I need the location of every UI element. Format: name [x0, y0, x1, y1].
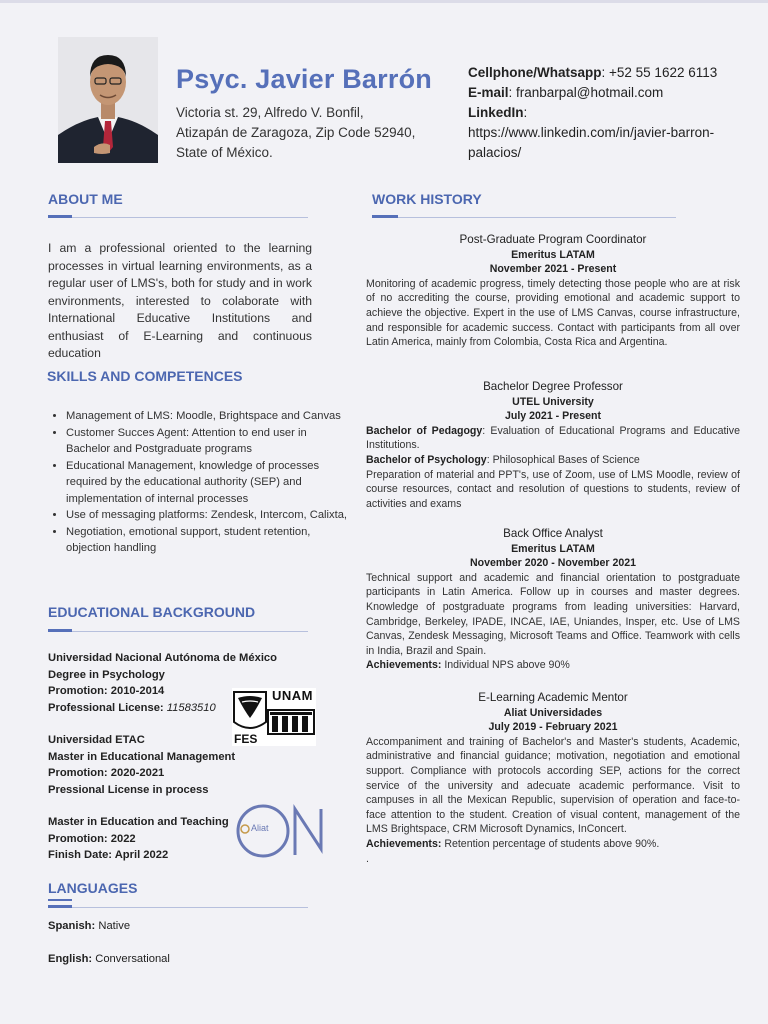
skills-list: [48, 408, 351, 557]
job-title: Back Office Analyst: [503, 527, 603, 540]
promotion: Promotion: 2022: [48, 832, 136, 845]
languages-heading: LANGUAGES: [48, 880, 138, 896]
section-divider: [372, 217, 676, 218]
unam-logo-text: UNAM: [272, 688, 313, 703]
achievements-label: Achievements:: [366, 837, 442, 850]
job-company: Emeritus LATAM: [511, 248, 595, 261]
achievements-text: Retention percentage of students above 90%.: [441, 837, 660, 850]
fes-logo-text: FES: [234, 732, 258, 746]
achievements-label: Achievements:: [366, 659, 442, 672]
aliat-logo: [233, 803, 329, 859]
list-item: • Negotiation, emotional support, student retention, objection handling: [66, 524, 351, 557]
finish-date: Finish Date: April 2022: [48, 849, 169, 861]
job-title: Post-Graduate Program Coordinator: [459, 233, 647, 246]
promotion: Promotion: 2010-2014: [48, 685, 165, 697]
contact-block: [468, 63, 753, 163]
job-title: E-Learning Academic Mentor: [478, 691, 628, 704]
job-entry: [366, 380, 740, 511]
job-detail: [366, 424, 740, 453]
language-english: [48, 953, 170, 965]
phone-line: [468, 63, 753, 83]
license: Pressional License in process: [48, 783, 209, 796]
aliat-logo-text: Aliat: [251, 823, 269, 833]
address-line: Victoria st. 29, Alfredo V. Bonfil,: [176, 105, 364, 120]
language-level: Native: [95, 920, 131, 932]
job-company: Emeritus LATAM: [511, 542, 595, 555]
section-divider: [48, 631, 308, 632]
degree: Degree in Psychology: [48, 668, 165, 681]
candidate-name: Psyc. Javier Barrón: [176, 64, 432, 94]
job-company: Aliat Universidades: [503, 706, 603, 719]
section-divider-accent: [48, 899, 72, 901]
section-divider-accent: [48, 629, 72, 632]
list-item: • Management of LMS: Moodle, Brightspace and Canvas: [66, 408, 351, 425]
job-detail: [366, 453, 740, 468]
linkedin-url[interactable]: https://www.linkedin.com/in/javier-barron-: [468, 125, 715, 140]
profile-photo: [58, 37, 158, 163]
job-dates: November 2021 - Present: [489, 263, 617, 276]
school-name: Universidad ETAC: [48, 734, 145, 746]
language-label: English:: [48, 953, 93, 965]
job-dates: July 2019 - February 2021: [488, 721, 618, 734]
about-heading: ABOUT ME: [48, 191, 123, 207]
trailing-mark: .: [366, 852, 369, 865]
list-item: • Use of messaging platforms: Zendesk, Intercom, Calixta,: [66, 507, 351, 524]
job-description: Preparation of material and PPT's, use of Zoom, use of LMS Moodle, review of course resources, contact and resolution of questions to students, review of activities and exams: [366, 468, 740, 510]
job-entry: [366, 233, 740, 350]
section-divider: [48, 217, 308, 218]
degree: Master in Education and Teaching: [48, 816, 229, 828]
skills-heading: SKILLS AND COMPETENCES: [47, 368, 243, 384]
detail-text: : Philosophical Bases of Science: [486, 453, 640, 466]
linkedin-label: LinkedIn: [468, 105, 524, 120]
linkedin-colon: :: [523, 105, 528, 120]
job-description: Technical support and academic and financial orientation to postgraduate participants in Latin America. Follow up in courses and master degrees. Knowledge of postgraduate programs from leading universities: Harvard, Cambridge, Berkeley, IPADE, INCAE, IAE, Uniandes, Insper, etc. Use of LMS Canvas, Zendesk Messaging, Microsoft Teams and Office. Teamwork with cells in India, Brazil and Spain.: [366, 571, 740, 657]
detail-text: : Evaluation of Educational Programs and Educative Institutions.: [366, 424, 740, 452]
job-entry: [366, 691, 740, 866]
list-item: • Customer Succes Agent: Attention to end user in Bachelor and Postgraduate programs: [66, 425, 351, 458]
degree: Master in Educational Management: [48, 750, 236, 763]
address-line: Atizapán de Zaragoza, Zip Code 52940,: [176, 125, 416, 140]
education-heading: EDUCATIONAL BACKGROUND: [48, 604, 256, 620]
section-divider-accent: [48, 215, 72, 218]
school-name: Universidad Nacional Autónoma de México: [48, 652, 277, 664]
address-line: State of México.: [176, 145, 273, 160]
email-label: E-mail: [468, 85, 509, 100]
detail-label: Bachelor of Psychology: [366, 453, 487, 466]
about-text: I am a professional oriented to the learning processes in virtual learning environments, as a regular user of LMS's, both for study and in work environments, interested to colaborate with International Educative Institutions and enthusiast of E-Learning and continuous education: [48, 241, 312, 360]
job-description: Accompaniment and training of Bachelor's and Master's students, Academic, administrative and financial guidance; motivation, negotiation and emotional support. Compliance with protocols according SEP, actions for the correct service of the university and adecuate academic performance. Visit to campuses in all the Mexican Republic, supervision of operation and face-to-face attention to the student. Creation of visual content, management of the LMS Brightspace, CRM Microsoft Dynamics, InConcert.: [366, 735, 740, 836]
linkedin-url[interactable]: palacios/: [468, 145, 522, 160]
education-etac: [48, 732, 298, 798]
email-line[interactable]: [468, 83, 753, 103]
person-portrait-icon: [58, 37, 158, 163]
section-divider-accent: [48, 905, 72, 908]
phone-value: : +52 55 1622 6113: [601, 65, 718, 80]
job-title: Bachelor Degree Professor: [483, 380, 623, 393]
list-item: • Educational Management, knowledge of processes required by the educational authority (SEP) and implementation of internal processes: [66, 458, 351, 508]
promotion: Promotion: 2020-2021: [48, 767, 165, 779]
license-label: Professional License:: [48, 701, 167, 714]
education-aliat: [48, 814, 248, 864]
aliat-on-icon: [233, 803, 329, 859]
language-spanish: [48, 920, 130, 932]
section-divider: [48, 907, 308, 908]
language-level: Conversational: [92, 953, 170, 965]
phone-label: Cellphone/Whatsapp: [468, 65, 602, 80]
linkedin-line: [468, 103, 753, 123]
work-heading: WORK HISTORY: [372, 191, 482, 207]
job-achievements: [366, 658, 740, 673]
job-dates: July 2021 - Present: [505, 410, 601, 423]
job-entry: [366, 527, 740, 673]
top-border: [0, 0, 768, 3]
job-dates: November 2020 - November 2021: [469, 557, 637, 570]
detail-label: Bachelor of Pedagogy: [366, 424, 483, 437]
section-divider-accent: [372, 215, 398, 218]
job-description: Monitoring of academic progress, timely detecting those people who are at risk of no accrediting the course, providing emotional and academic support to achieve the objective. Expert in the use of LMS Canvas, course infrastructure, and responsible for academic success. Contact with participants from all over Latin America, mainly from Colombia, Costa Rica and Argentina.: [366, 277, 740, 349]
license-number: 11583510: [166, 701, 216, 714]
job-achievements: [366, 837, 740, 852]
job-company: UTEL University: [512, 395, 594, 408]
email-value[interactable]: : franbarpal@hotmail.com: [508, 85, 664, 100]
address: [176, 103, 446, 163]
achievements-text: Individual NPS above 90%: [441, 659, 570, 672]
language-label: Spanish:: [48, 920, 96, 932]
